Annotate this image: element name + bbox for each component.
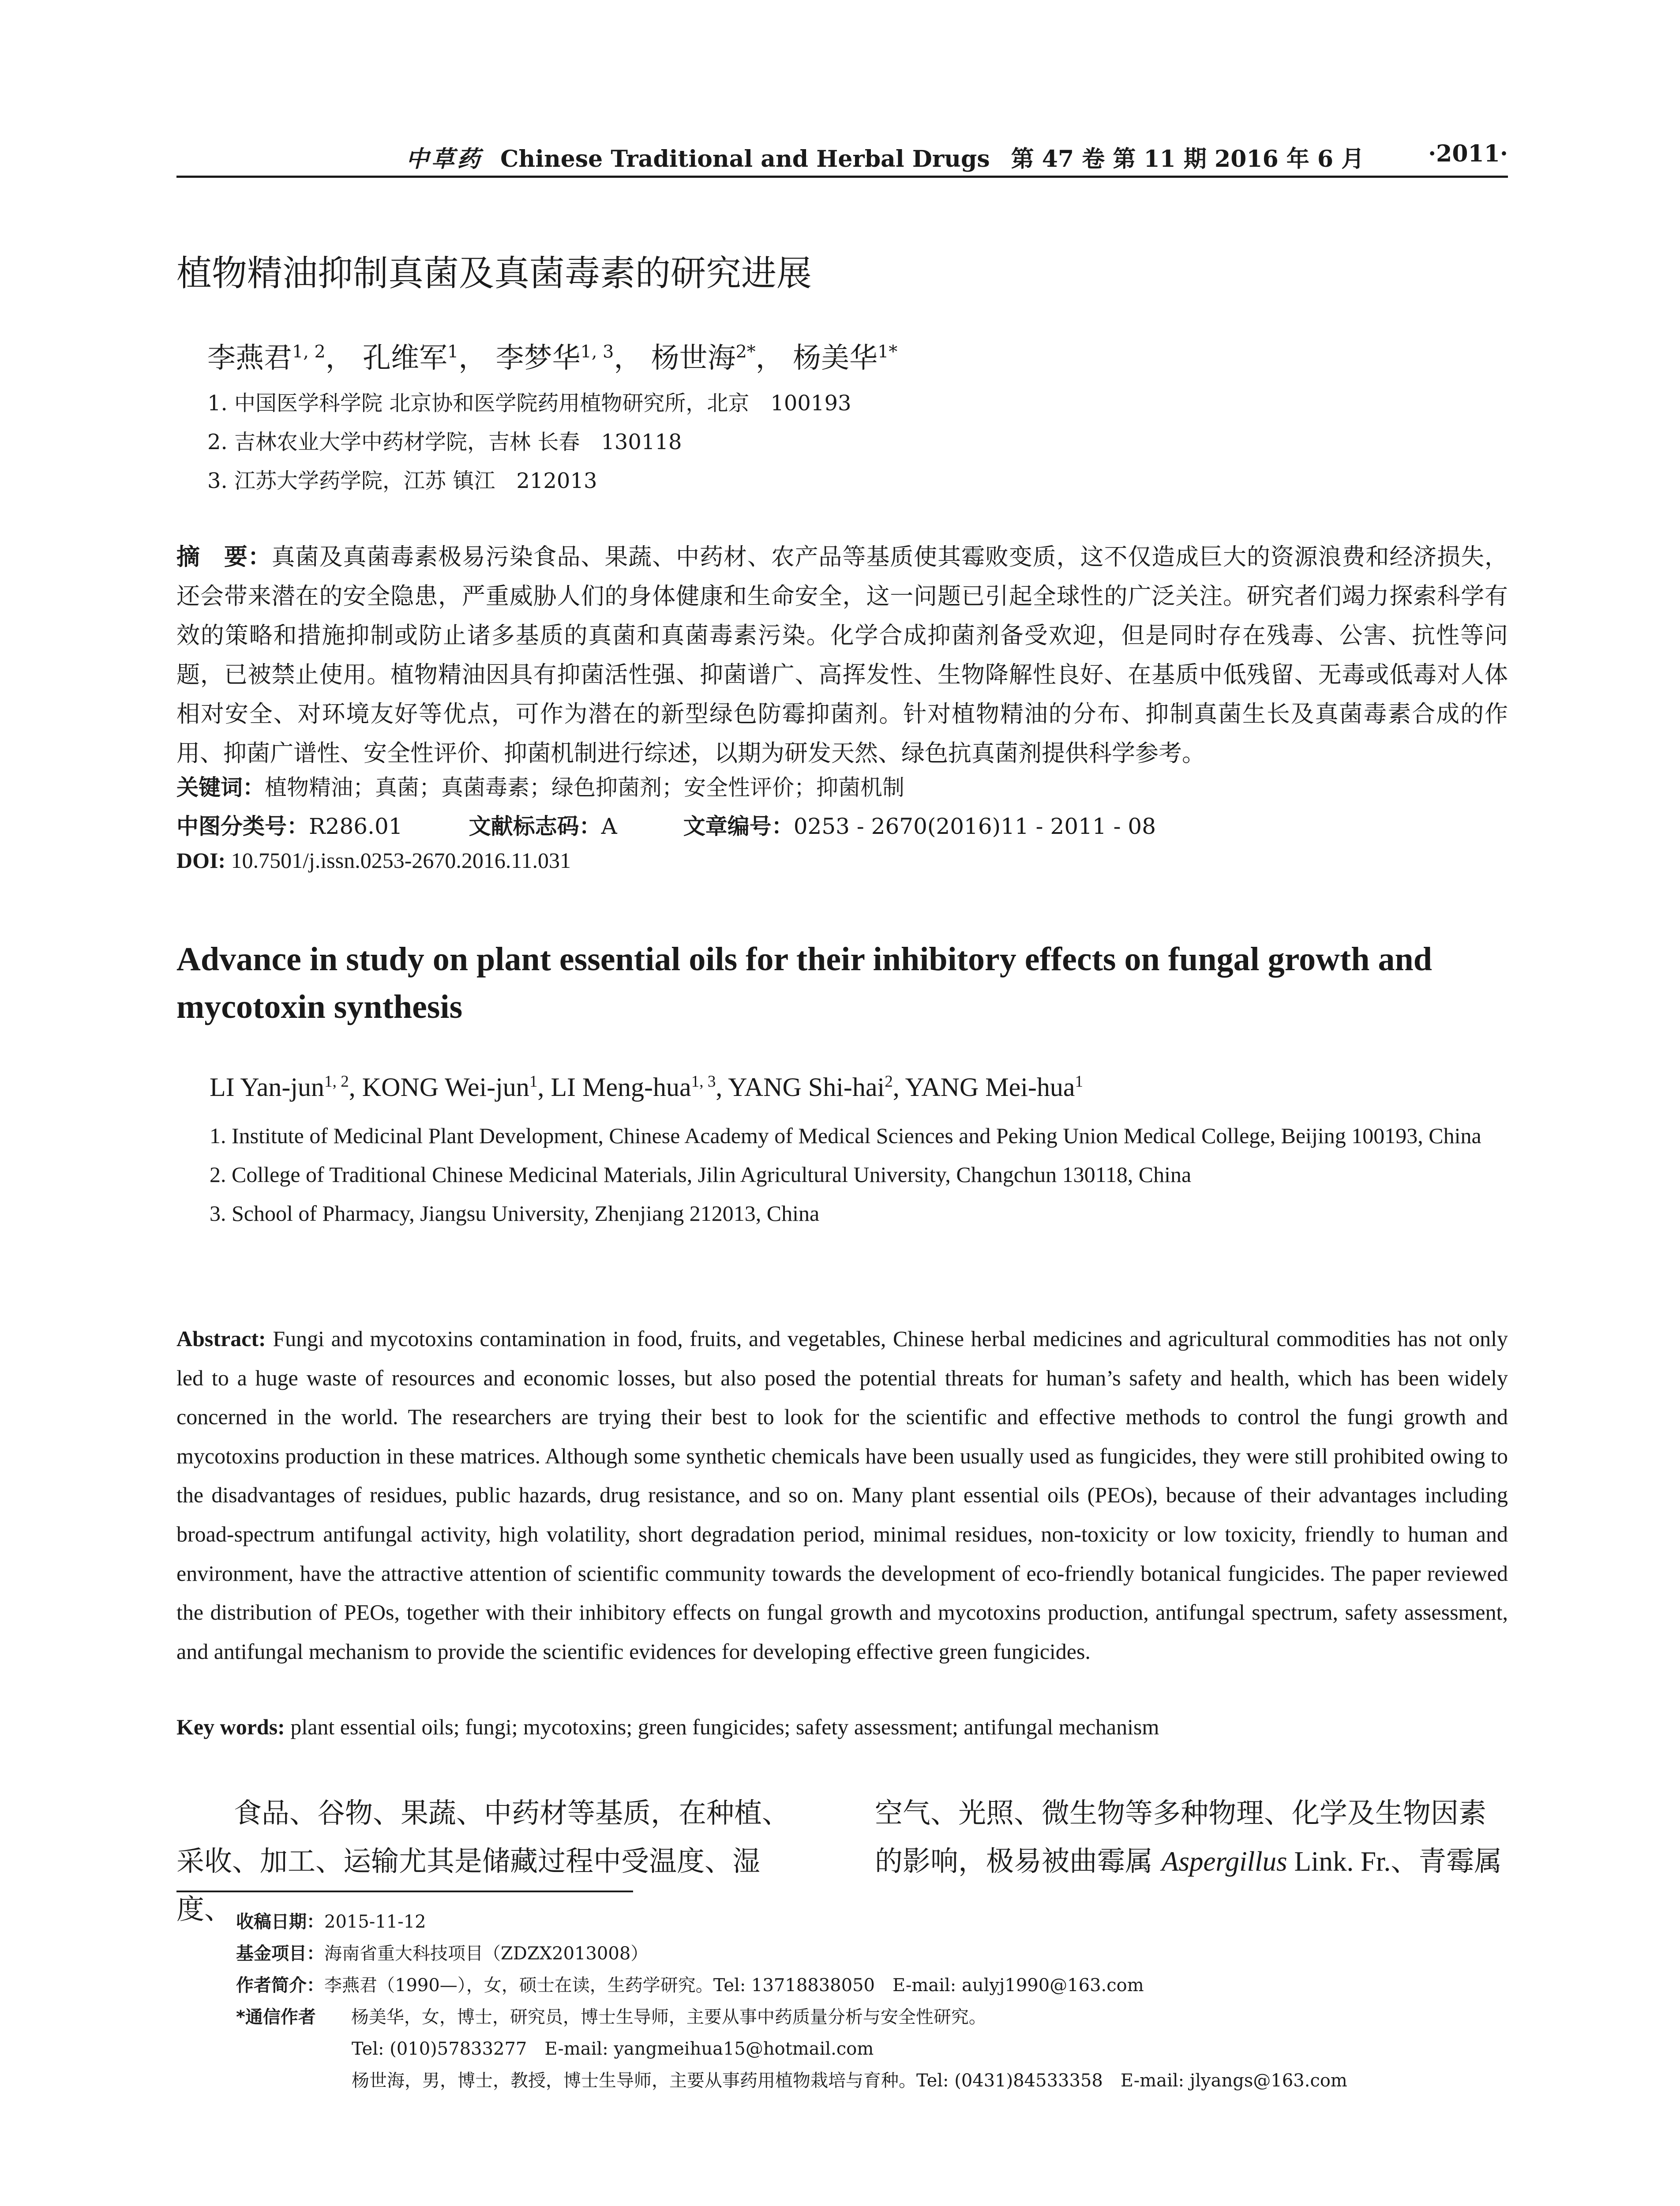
cn-author: 李燕君$^{1, 2}$ xyxy=(207,341,326,375)
en-abstract-text: Fungi and mycotoxins contamination in food, fruits, and vegetables, Chinese herbal medicines and agricultural commodities has not only led to a huge waste of resources and economic losses, but also posed the potential threats for human’s safety and health, which has been widely concerned in the world. The researchers are trying their best to look for the scientific and effective methods to control the fungi growth and mycotoxins production in these matrices. Although some synthetic chemicals have been usually used as fungicides, they were still prohibited owing to the disadvantages of residues, public hazards, drug resistance, and so on. Many plant essential oils (PEOs), because of their advantages including broad-spectrum antifungal activity, high volatility, short degradation period, minimal residues, non-toxicity or low toxicity, friendly to human and environment, have the attractive attention of scientific community towards the development of eco-friendly botanical fungicides. The paper reviewed the distribution of PEOs, together with their inhibitory effects on fungal growth and mycotoxins production, antifungal spectrum, safety assessment, and antifungal mechanism to provide the scientific evidences for developing effective green fungicides. xyxy=(176,1326,1508,1664)
body-column-right: 空气、光照、微生物等多种物理、化学及生物因素的影响，极易被曲霉属 Aspergillus Link. Fr.、青霉属 xyxy=(875,1797,1502,1877)
footnote-corresponding: *通信作者 杨美华，女，博士，研究员，博士生导师，主要从事中药质量分析与安全性研究。 xyxy=(236,2007,986,2027)
cn-title: 植物精油抑制真菌及真菌毒素的研究进展 xyxy=(176,253,812,294)
cn-author: 杨世海$^{2*}$ xyxy=(651,341,756,375)
cn-classification-line: 中图分类号：R286.01 文献标志码：A 文章编号：0253 - 2670(2016)11 - 2011 - 08 xyxy=(176,814,1156,839)
en-author: YANG Mei-hua$^1$ xyxy=(905,1073,1084,1102)
cn-affiliations xyxy=(207,384,851,500)
en-affiliations xyxy=(210,1116,1509,1233)
cn-author-list: 李燕君$^{1, 2}$， 孔维军$^1$， 李梦华$^{1, 3}$， 杨世海$^{2*}$， 杨美华$^{1*}$ xyxy=(207,341,898,375)
en-author: LI Meng-hua$^{1, 3}$ xyxy=(551,1073,716,1102)
cn-abstract-label: 摘 要： xyxy=(176,544,272,570)
en-author: LI Yan-jun$^{1, 2}$ xyxy=(210,1073,349,1102)
cn-abstract xyxy=(176,537,1508,773)
en-affiliation: 2. College of Traditional Chinese Medicinal Materials, Jilin Agricultural University, Changchun 130118, China xyxy=(210,1162,1192,1187)
cn-author: 李梦华$^{1, 3}$ xyxy=(495,341,614,375)
en-affiliation: 1. Institute of Medicinal Plant Development, Chinese Academy of Medical Sciences and Peking Union Medical College, Beijing 100193, China xyxy=(210,1123,1481,1148)
clc-number: R286.01 xyxy=(309,814,403,839)
en-abstract xyxy=(176,1319,1508,1671)
header-rule xyxy=(176,176,1508,178)
cn-affiliation: 2. 吉林农业大学中药材学院，吉林 长春 130118 xyxy=(207,430,682,454)
en-keywords-label: Key words: xyxy=(176,1715,285,1739)
en-author: KONG Wei-jun$^1$ xyxy=(362,1073,538,1102)
cn-keywords-text: 植物精油；真菌；真菌毒素；绿色抑菌剂；安全性评价；抑菌机制 xyxy=(265,775,904,800)
footnote-received: 收稿日期：2015-11-12 xyxy=(236,1912,426,1932)
body-column-left: 食品、谷物、果蔬、中药材等基质，在种植、采收、加工、运输尤其是储藏过程中受温度、湿度、 xyxy=(176,1797,790,1925)
genus-name: Aspergillus xyxy=(1162,1846,1287,1877)
en-affiliation: 3. School of Pharmacy, Jiangsu University, Zhenjiang 212013, China xyxy=(210,1201,820,1226)
journal-logo: 中草药 xyxy=(406,146,483,173)
journal-title: Chinese Traditional and Herbal Drugs xyxy=(500,146,990,173)
cn-author: 杨美华$^{1*}$ xyxy=(793,341,898,375)
doc-code: A xyxy=(601,814,617,839)
en-author-list: LI Yan-jun$^{1, 2}$, KONG Wei-jun$^1$, LI Meng-hua$^{1, 3}$, YANG Shi-hai$^2$, YANG Mei-hua$^1$ xyxy=(210,1073,1084,1102)
footnote-corresponding-2: 杨世海，男，博士，教授，博士生导师，主要从事药用植物栽培与育种。Tel: (0431)84533358 E-mail: jlyangs@163.com xyxy=(352,2071,1347,2091)
cn-keywords-label: 关键词： xyxy=(176,775,265,800)
footnote-rule xyxy=(176,1891,633,1892)
page-number: ·2011· xyxy=(1428,140,1508,167)
footnote-author-bio: 作者简介：李燕君（1990—），女，硕士在读，生药学研究。Tel: 13718838050 E-mail: aulyj1990@163.com xyxy=(236,1975,1144,1996)
footnote-fund: 基金项目：海南省重大科技项目（ZDZX2013008） xyxy=(236,1943,649,1964)
cn-affiliation: 3. 江苏大学药学院，江苏 镇江 212013 xyxy=(207,469,597,493)
doi-line xyxy=(176,848,1508,873)
en-title: Advance in study on plant essential oils for their inhibitory effects on fungal growth and mycotoxin synthesis xyxy=(176,941,1432,1025)
en-abstract-label: Abstract: xyxy=(176,1326,266,1351)
journal-header-text xyxy=(406,140,1364,173)
cn-abstract-text: 真菌及真菌毒素极易污染食品、果蔬、中药材、农产品等基质使其霉败变质，这不仅造成巨大的资源浪费和经济损失，还会带来潜在的安全隐患，严重威胁人们的身体健康和生命安全，这一问题已引起全球性的广泛关注。研究者们竭力探索科学有效的策略和措施抑制或防止诸多基质的真菌和真菌毒素污染。化学合成抑菌剂备受欢迎，但是同时存在残毒、公害、抗性等问题，已被禁止使用。植物精油因具有抑菌活性强、抑菌谱广、高挥发性、生物降解性良好、在基质中低残留、无毒或低毒对人体相对安全、对环境友好等优点，可作为潜在的新型绿色防霉抑菌剂。针对植物精油的分布、抑制真菌生长及真菌毒素合成的作用、抑菌广谱性、安全性评价、抑菌机制进行综述，以期为研发天然、绿色抗真菌剂提供科学参考。 xyxy=(176,544,1508,767)
en-keywords xyxy=(176,1714,1159,1740)
en-keywords-text: plant essential oils; fungi; mycotoxins; green fungicides; safety assessment; antifungal mechanism xyxy=(290,1715,1159,1739)
article-number: 0253 - 2670(2016)11 - 2011 - 08 xyxy=(793,814,1156,839)
cn-affiliation: 1. 中国医学科学院 北京协和医学院药用植物研究所，北京 100193 xyxy=(207,391,851,416)
doi-label: DOI: xyxy=(176,848,226,873)
cn-keywords xyxy=(176,770,1508,802)
en-author: YANG Shi-hai$^2$ xyxy=(728,1073,893,1102)
cn-author: 孔维军$^1$ xyxy=(363,341,459,375)
footnotes xyxy=(236,1906,1347,2097)
footnote-corresponding-contact: Tel: (010)57833277 E-mail: yangmeihua15@hotmail.com xyxy=(352,2039,874,2059)
doi-value[interactable]: 10.7501/j.issn.0253-2670.2016.11.031 xyxy=(231,848,571,873)
journal-issue: 第 47 卷 第 11 期 2016 年 6 月 xyxy=(1011,146,1365,173)
running-header xyxy=(176,140,1508,176)
